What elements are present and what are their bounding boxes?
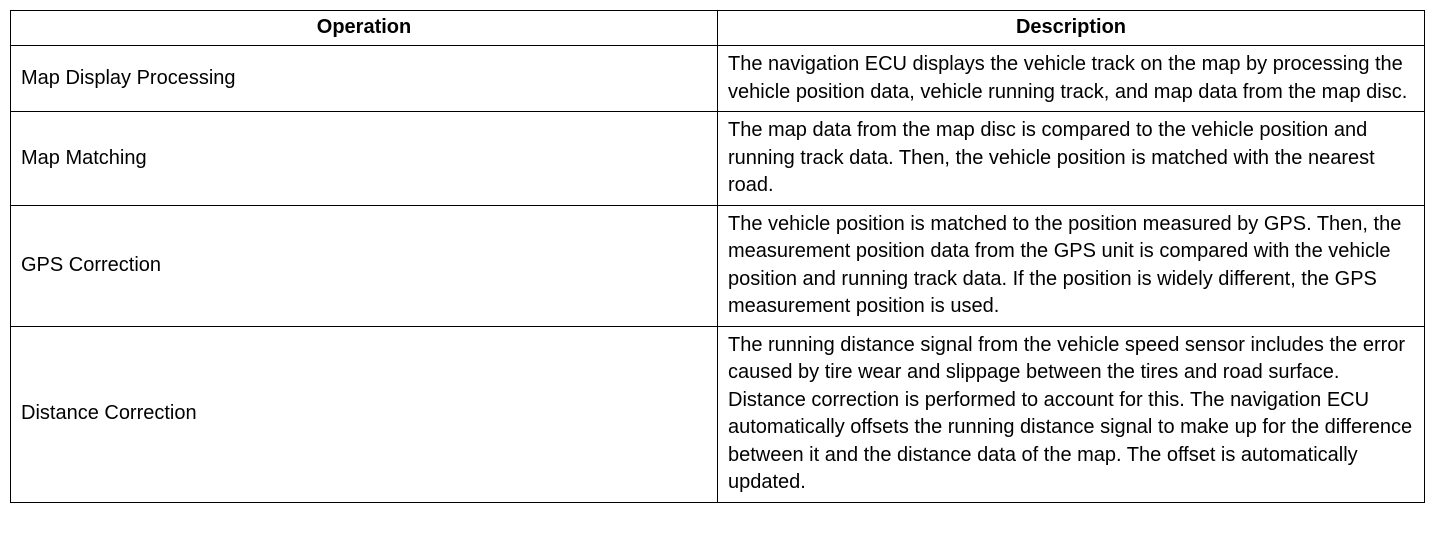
table-row [11, 112, 1425, 206]
operation-cell: GPS Correction [11, 205, 718, 326]
table-row [11, 205, 1425, 326]
description-cell: The map data from the map disc is compared to the vehicle position and running track data. Then, the vehicle position is matched with the nearest road. [718, 112, 1425, 206]
operation-cell: Distance Correction [11, 326, 718, 502]
operation-description-table [10, 10, 1425, 503]
operation-cell: Map Matching [11, 112, 718, 206]
operation-cell: Map Display Processing [11, 46, 718, 112]
column-header-description: Description [718, 11, 1425, 46]
table-row [11, 326, 1425, 502]
table-row [11, 46, 1425, 112]
description-cell: The vehicle position is matched to the position measured by GPS. Then, the measurement position data from the GPS unit is compared with the vehicle position and running track data. If the position is widely different, the GPS measurement position is used. [718, 205, 1425, 326]
description-cell: The navigation ECU displays the vehicle track on the map by processing the vehicle position data, vehicle running track, and map data from the map disc. [718, 46, 1425, 112]
table-header-row [11, 11, 1425, 46]
description-cell: The running distance signal from the vehicle speed sensor includes the error caused by tire wear and slippage between the tires and road surface. Distance correction is performed to account for this. The navigation ECU automatically offsets the running distance signal to make up for the difference between it and the distance data of the map. The offset is automatically updated. [718, 326, 1425, 502]
column-header-operation: Operation [11, 11, 718, 46]
